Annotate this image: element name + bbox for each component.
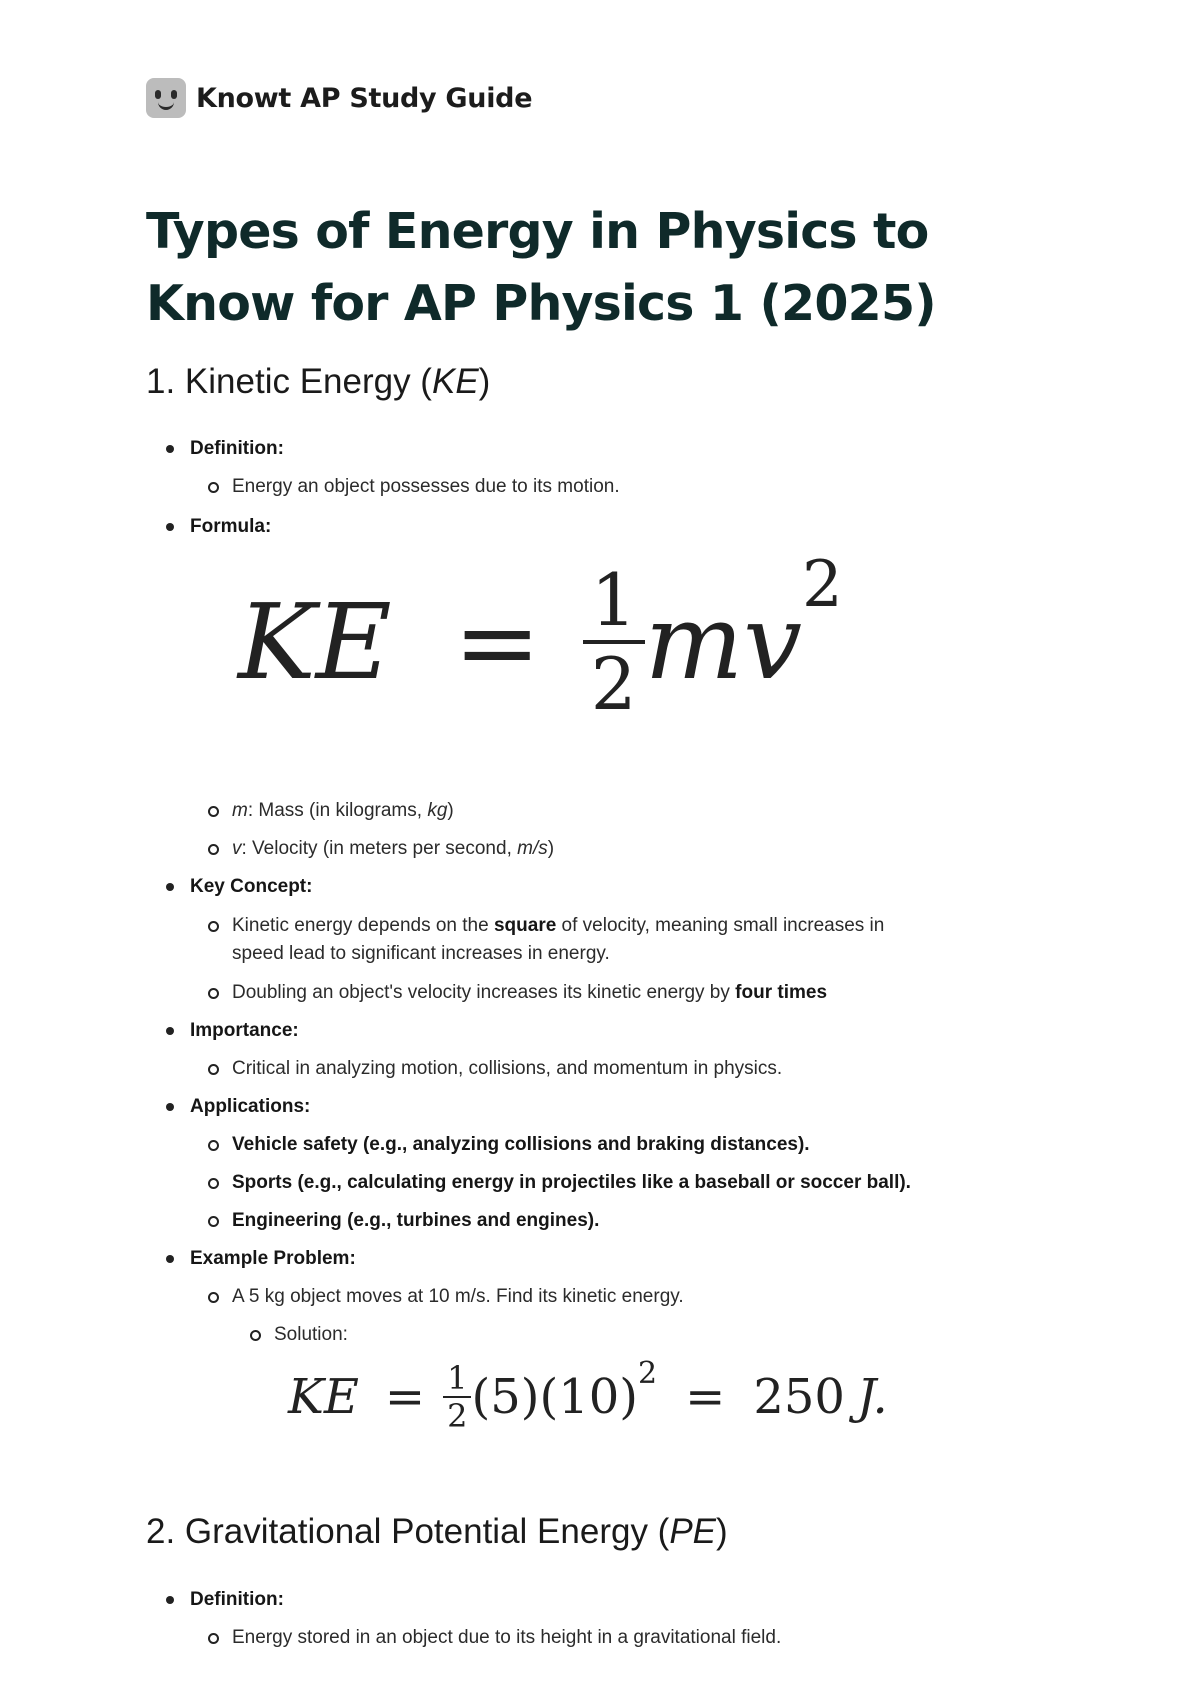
variable-m: m: Mass (in kilograms, kg) (232, 797, 992, 825)
example-text: A 5 kg object moves at 10 m/s. Find its kinetic energy. (232, 1283, 992, 1311)
header (146, 78, 532, 118)
brand-name: Knowt AP Study Guide (196, 82, 533, 114)
ke-formula: KE = $\frac{1}{2}$ mv 2 (238, 548, 843, 726)
section-heading-kinetic: 1. Kinetic Energy (KE) (146, 362, 491, 401)
formula-label: Formula: (190, 513, 271, 541)
solution-label: Solution: (274, 1321, 348, 1349)
application-item: Vehicle safety (e.g., analyzing collisions and braking distances). (232, 1131, 992, 1159)
importance-label: Importance: (190, 1017, 299, 1045)
application-item: Sports (e.g., calculating energy in projectiles like a baseball or soccer ball). (232, 1169, 1032, 1197)
definition-label: Definition: (190, 1586, 284, 1614)
variable-v: v: Velocity (in meters per second, m/s) (232, 835, 992, 863)
solution-formula: KE = $\frac{1}{2}$ (5)(10) 2 = 250 J. (288, 1356, 888, 1435)
applications-label: Applications: (190, 1093, 310, 1121)
definition-text: Energy an object possesses due to its motion. (232, 473, 992, 501)
example-label: Example Problem: (190, 1245, 356, 1273)
key-concept-2: Doubling an object's velocity increases its kinetic energy by four times (232, 979, 992, 1007)
section-heading-gravitational: 2. Gravitational Potential Energy (PE) (146, 1512, 728, 1551)
key-concept-label: Key Concept: (190, 873, 312, 901)
application-item: Engineering (e.g., turbines and engines). (232, 1207, 992, 1235)
key-concept-1: Kinetic energy depends on the square of velocity, meaning small increases in speed lead to significant increases in energy. (232, 912, 932, 968)
definition-label: Definition: (190, 435, 284, 463)
definition-text: Energy stored in an object due to its height in a gravitational field. (232, 1624, 992, 1652)
importance-text: Critical in analyzing motion, collisions, and momentum in physics. (232, 1055, 992, 1083)
page-title: Types of Energy in Physics to Know for AP Physics 1 (2025) (146, 203, 936, 332)
knowt-mascot-icon (146, 78, 186, 118)
